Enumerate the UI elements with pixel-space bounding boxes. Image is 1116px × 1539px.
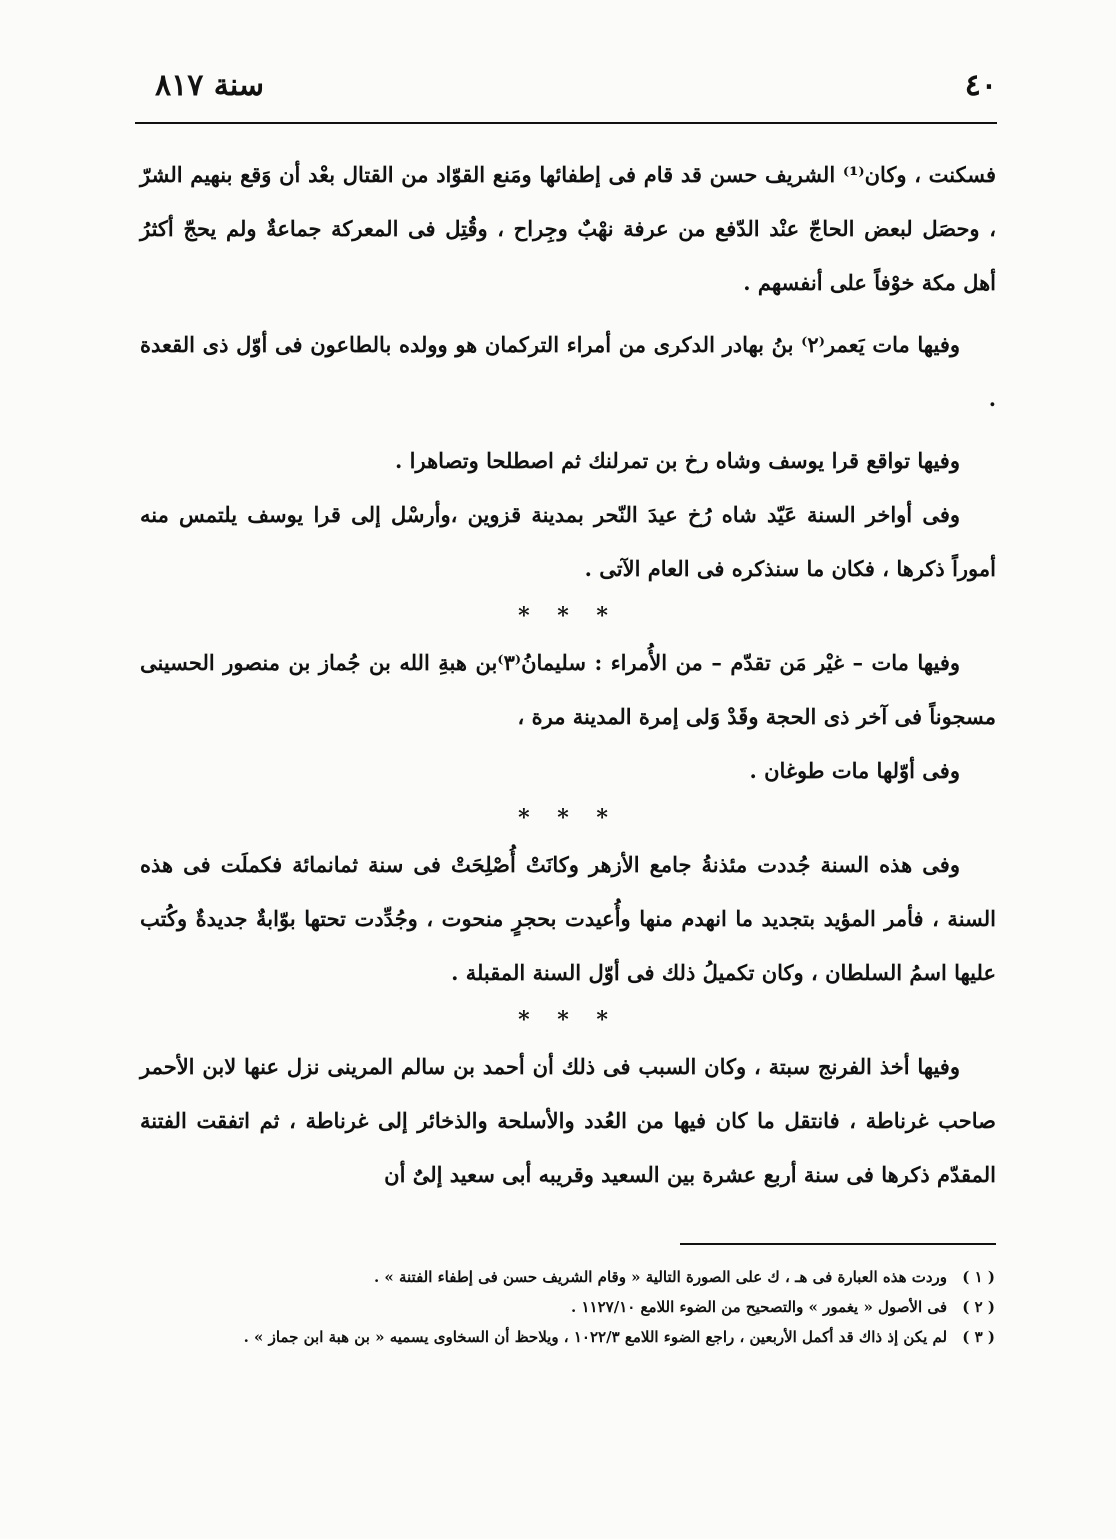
footnote-text: وردت هذه العبارة فى هـ ، ك على الصورة التالية « وقام الشريف حسن فى إطفاء الفتنة » . bbox=[373, 1268, 948, 1286]
page-header bbox=[135, 66, 997, 108]
section-separator: * * * bbox=[518, 1007, 618, 1033]
paragraph: وفيها مات يَعمر⁽٢⁾ بنُ بهادر الدكرى من أمراء التركمان هو وولده بالطاعون فى أوّل ذى القعدة . bbox=[140, 332, 996, 411]
footnote-text: فى الأصول « يغمور » والتصحيح من الضوء اللامع ١١٢٧/١٠ . bbox=[571, 1298, 948, 1316]
paragraph: وفيها مات – غيْر مَن تقدّم – من الأُمراء : سليمانُ⁽٣⁾بن هبةِ الله بن جُماز بن منصور الحسينى مسجوناً فى آخر ذى الحجة وقَدْ وَلى إمرة المدينة مرة ، bbox=[140, 650, 996, 729]
paragraph: وفيها تواقع قرا يوسف وشاه رخ بن تمرلنك ثم اصطلحا وتصاهرا . bbox=[395, 448, 960, 473]
paragraph: وفى أوّلها مات طوغان . bbox=[749, 758, 960, 783]
paragraph: وفى هذه السنة جُددت مئذنةُ جامع الأزهر وكانَتْ أُصْلِحَتْ فى سنة ثمانمائة فكملَت فى هذه السنة ، فأمر المؤيد بتجديد ما انهدم منها وأُعيدت بحجرٍ منحوت ، وجُدِّدت تحتها بوّابةٌ جديدةٌ وكُتب عليها اسمُ السلطان ، وكان تكميلُ ذلك فى أوّل السنة المقبلة . bbox=[140, 852, 996, 985]
running-title: سنة ٨١٧ bbox=[155, 68, 265, 103]
paragraph: وفيها أخذ الفرنج سبتة ، وكان السبب فى ذلك أن أحمد بن سالم المرينى نزل عنها لابن الأحمر صاحب غرناطة ، فانتقل ما كان فيها من العُدد والأسلحة والذخائر إلى غرناطة ، ثم اتفقت الفتنة المقدّم ذكرها فى سنة أربع عشرة بين السعيد وقريبه أبى سعيد إلىٌ أن bbox=[140, 1054, 996, 1187]
footnote bbox=[155, 1322, 995, 1352]
paragraph: فسكنت ، وكان⁽¹⁾ الشريف حسن قد قام فى إطفائها ومَنع القوّاد من القتال بعْد أن وَقع بنهيم الشرّ ، وحصَل لبعض الحاجّ عنْد الدّفع من عرفة نهْبٌ وجِراح ، وقُتِل فى المعركة جماعةٌ ولم يحجّ أكثرُ أهل مكة خوْفاً على أنفسهم . bbox=[140, 162, 996, 295]
header-rule bbox=[135, 122, 997, 124]
footnote-number: ( ٢ ) bbox=[962, 1298, 995, 1316]
footnote-number: ( ٣ ) bbox=[962, 1328, 995, 1346]
footnote-text: لم يكن إذ ذاك قد أكمل الأربعين ، راجع الضوء اللامع ١٠٢٢/٣ ، ويلاحظ أن السخاوى يسميه « بن هبة ابن جماز » . bbox=[243, 1328, 948, 1346]
paragraph: وفى أواخر السنة عَيّد شاه رُخ عيدَ النّحر بمدينة قزوين ،وأرسْل إلى قرا يوسف يلتمس منه أموراً ذكرها ، فكان ما سنذكره فى العام الآتى . bbox=[140, 502, 996, 581]
section-separator: * * * bbox=[518, 603, 618, 629]
body-text bbox=[140, 148, 996, 1202]
footnote-number: ( ١ ) bbox=[962, 1268, 995, 1286]
page-number: ٤٠ bbox=[964, 68, 997, 103]
footnote bbox=[155, 1262, 995, 1292]
section-separator: * * * bbox=[518, 805, 618, 831]
footnote-rule bbox=[680, 1243, 996, 1245]
footnote bbox=[155, 1292, 995, 1322]
footnotes bbox=[155, 1262, 995, 1352]
